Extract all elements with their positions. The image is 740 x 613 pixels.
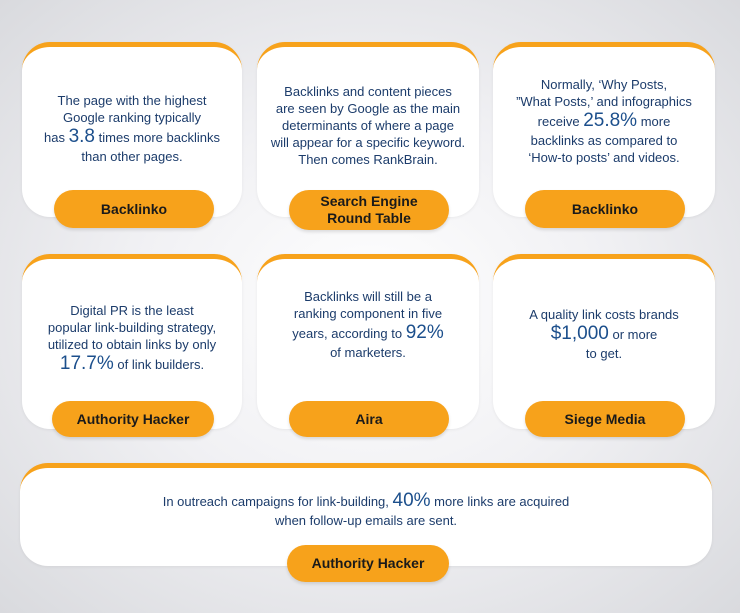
stat-value: $1,000 [550, 323, 609, 344]
stat-suffix: more [637, 114, 671, 129]
stat-prefix: receive [537, 114, 584, 129]
stat-suffix: of link builders. [113, 357, 205, 372]
source-label: Authority Hacker [76, 410, 190, 427]
stat-card-2-text [262, 83, 474, 168]
stat-text-line: Then comes RankBrain. [298, 152, 438, 167]
source-badge-backlinko [525, 190, 685, 228]
stat-text-line: of marketers. [330, 345, 406, 360]
source-label: Round Table [327, 210, 411, 226]
source-badge-backlinko [54, 190, 214, 228]
stat-prefix: years, according to [292, 326, 406, 341]
stat-card-1-text [32, 92, 232, 165]
stat-value: 25.8% [583, 110, 638, 131]
source-badge-authority-hacker [52, 401, 214, 437]
stat-card-6-text [500, 306, 708, 362]
stat-text-line: ‘How-to posts’ and videos. [528, 150, 680, 165]
stat-text-line: determinants of where a page [282, 118, 454, 133]
source-badge-authority-hacker [287, 545, 449, 582]
source-label: Siege Media [564, 410, 646, 427]
source-badge-siege-media [525, 401, 685, 437]
stat-text-line: utilized to obtain links by only [47, 337, 217, 352]
stat-text-line: will appear for a specific keyword. [270, 135, 466, 150]
stat-card-3-text [500, 76, 708, 166]
source-label: Search Engine [320, 193, 418, 209]
stat-text-line: popular link-building strategy, [47, 320, 217, 335]
stat-text-line: backlinks as compared to [530, 133, 678, 148]
source-label: Aira [355, 410, 383, 427]
stat-text-line: The page with the highest [57, 93, 207, 108]
stat-suffix: more links are acquired [430, 494, 570, 509]
source-label: Backlinko [571, 200, 639, 217]
stat-text-line: Backlinks and content pieces [284, 84, 452, 99]
source-badge-aira [289, 401, 449, 437]
source-label: Backlinko [100, 200, 168, 217]
stat-text-line: to get. [585, 346, 623, 361]
stat-value: 3.8 [68, 126, 95, 147]
stat-text-line: Google ranking typically [62, 110, 202, 125]
stat-value: 17.7% [59, 353, 114, 374]
stat-text-line: A quality link costs brands [529, 307, 679, 322]
stat-text-line: ranking component in five [293, 306, 443, 321]
stat-prefix: has [44, 130, 69, 145]
stat-value: 40% [392, 490, 431, 511]
stat-text-line: ”What Posts,’ and infographics [516, 94, 692, 109]
source-label: Authority Hacker [311, 555, 425, 571]
stat-card-4-text [30, 302, 234, 375]
stat-prefix: In outreach campaigns for link-building, [162, 494, 393, 509]
stat-text-line: Digital PR is the least [70, 303, 194, 318]
stat-card-7-text [30, 490, 702, 529]
stat-text-line: when follow-up emails are sent. [274, 513, 458, 528]
stat-value: 92% [405, 322, 444, 343]
stat-text-line: Backlinks will still be a [304, 289, 432, 304]
stat-text-line: than other pages. [81, 149, 183, 164]
source-badge-search-engine-round-table [289, 190, 449, 230]
stat-text-line: Normally, ‘Why Posts, [540, 77, 668, 92]
stat-suffix: times more backlinks [95, 130, 220, 145]
stat-card-5-text [264, 288, 472, 361]
stat-suffix: or more [608, 327, 658, 342]
stat-text-line: are seen by Google as the main [275, 101, 461, 116]
